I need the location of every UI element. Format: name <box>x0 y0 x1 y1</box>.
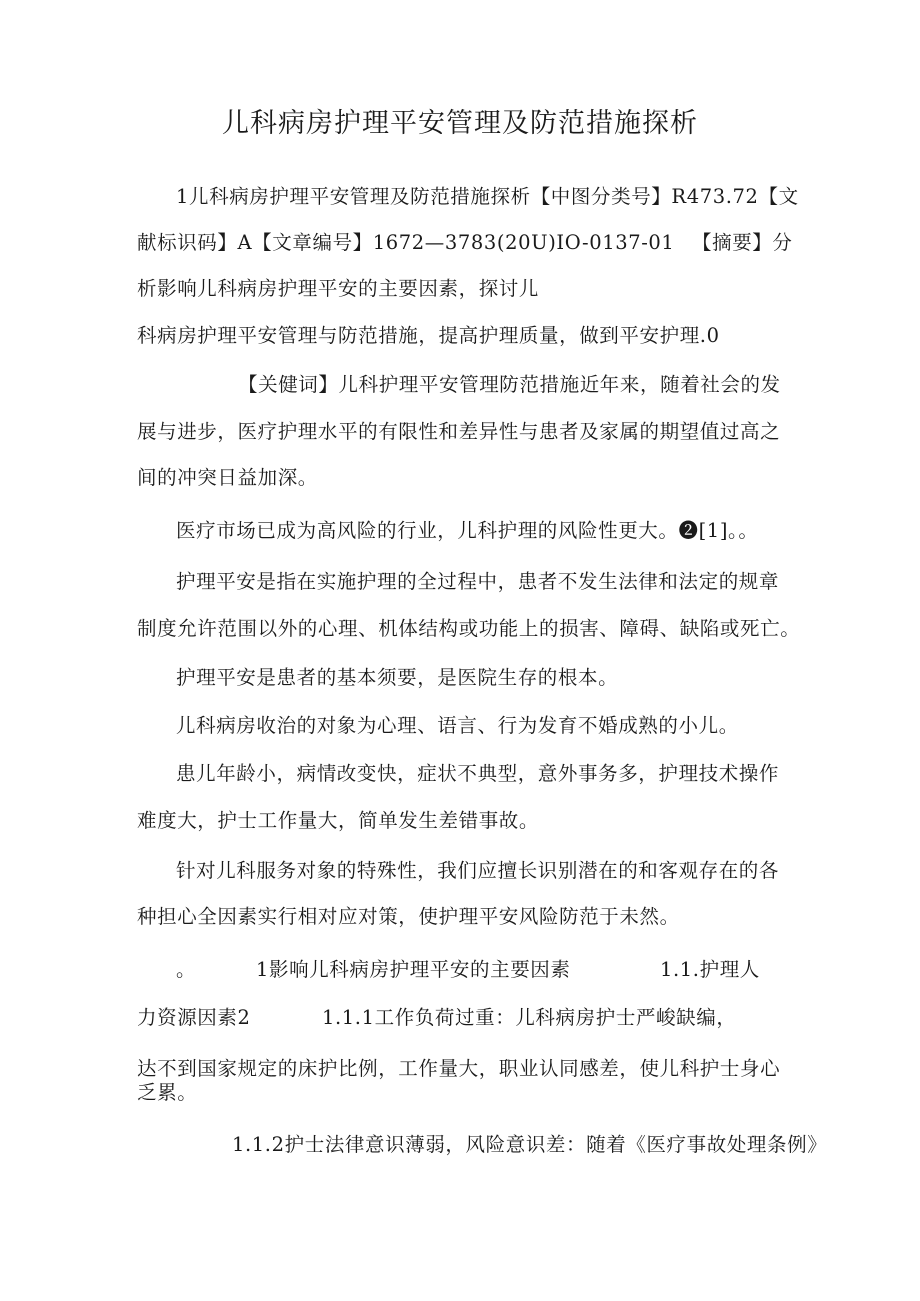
text-line: 析影响儿科病房护理平安的主要因素，探讨儿 <box>137 277 540 300</box>
text-line: 1.1.2护士法律意识薄弱，风险意识差：随着《医疗事故处理条例》 <box>232 1133 828 1156</box>
text-line: 儿科病房收治的对象为心理、语言、行为发育不婚成熟的小儿。 <box>176 714 739 737</box>
text-line: 。 <box>176 958 197 981</box>
text-line: 【关健词】儿科护理平安管理防范措施近年来，随着社会的发 <box>238 373 781 396</box>
text-line: 达不到国家规定的床护比例，工作量大，职业认同感差，使儿科护士身心 <box>137 1057 781 1080</box>
text-line: 献标识码】A【文章编号】1672—3783(20U)IO-0137-01 <box>137 231 675 254</box>
text-line: 护理平安是指在实施护理的全过程中，患者不发生法律和法定的规章 <box>176 570 780 593</box>
text-line: 1.1.1工作负荷过重：儿科病房护士严峻缺编， <box>322 1006 737 1029</box>
text-line: 乏累。 <box>137 1081 198 1104</box>
text-line: 难度大，护士工作量大，简单发生差错事故。 <box>137 809 540 832</box>
text-line: 医疗市场已成为高风险的行业，儿科护理的风险性更大。❷[1]。。 <box>176 519 759 542</box>
text-line: 1儿科病房护理平安管理及防范措施探析【中图分类号】R473.72【文 <box>176 185 799 208</box>
text-line: 种担心全因素实行相对应对策，使护理平安风险防范于未然。 <box>137 905 680 928</box>
text-line: 科病房护理平安管理与防范措施，提高护理质量，做到平安护理.0 <box>137 324 720 347</box>
text-line: 1影响儿科病房护理平安的主要因素 <box>256 958 571 981</box>
text-line: 间的冲突日益加深。 <box>137 466 318 489</box>
text-line: 【摘要】分 <box>692 231 793 254</box>
text-line: 1.1.护理人 <box>660 958 760 981</box>
text-line: 患儿年龄小，病情改变快，症状不典型，意外事务多，护理技术操作 <box>176 762 780 785</box>
text-line: 护理平安是患者的基本须要，是医院生存的根本。 <box>176 666 619 689</box>
text-line: 力资源因素2 <box>137 1006 251 1029</box>
text-line: 制度允许范围以外的心理、机体结构或功能上的损害、障碍、缺陷或死亡。 <box>137 617 801 640</box>
document-title: 儿科病房护理平安管理及防范措施探析 <box>222 108 698 139</box>
text-line: 展与进步，医疗护理水平的有限性和差异性与患者及家属的期望值过高之 <box>137 420 781 443</box>
text-line: 针对儿科服务对象的特殊性，我们应擅长识别潜在的和客观存在的各 <box>176 859 780 882</box>
